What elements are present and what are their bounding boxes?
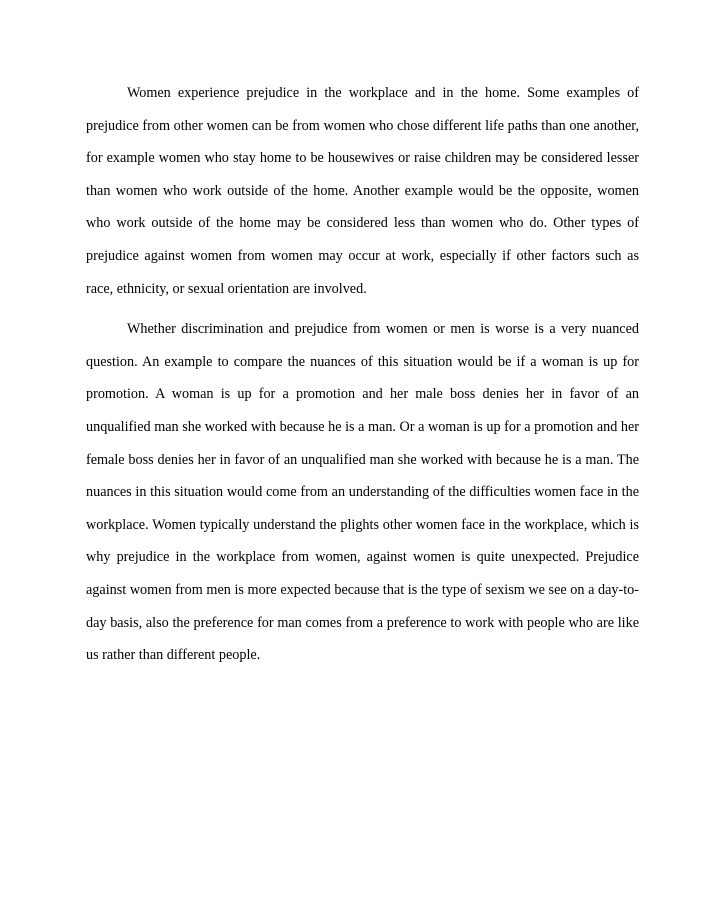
paragraph-1	[86, 79, 639, 307]
paragraph-line: prejudice from other women can be from women who chose different life paths than one another,	[86, 117, 639, 134]
paragraph-line: than women who work outside of the home. Another example would be the opposite, women	[86, 182, 639, 199]
paragraph-line: who work outside of the home may be considered less than women who do. Other types of	[86, 215, 639, 232]
paragraph-line: why prejudice in the workplace from women, against women is quite unexpected. Prejudice	[86, 549, 639, 566]
paragraph-line: us rather than different people.	[86, 647, 261, 664]
paragraph-line: Whether discrimination and prejudice from women or men is worse is a very nuanced	[127, 321, 639, 338]
paragraph-line: Women experience prejudice in the workplace and in the home. Some examples of	[127, 85, 639, 101]
paragraph-line: nuances in this situation would come from an understanding of the difficulties women face in the	[86, 484, 639, 501]
paragraph-line: question. An example to compare the nuances of this situation would be if a woman is up for	[86, 353, 639, 370]
paragraph-line: unqualified man she worked with because he is a man. Or a woman is up for a promotion and her	[86, 418, 639, 435]
paragraph-line: race, ethnicity, or sexual orientation are involved.	[86, 280, 367, 297]
document-body	[86, 79, 639, 674]
paragraph-line: female boss denies her in favor of an unqualified man she worked with because he is a man. The	[86, 451, 639, 468]
paragraph-line: day basis, also the preference for man comes from a preference to work with people who are like	[86, 614, 639, 631]
paragraph-2	[86, 315, 639, 674]
paragraph-line: workplace. Women typically understand the plights other women face in the workplace, which is	[86, 516, 639, 533]
paragraph-line: against women from men is more expected because that is the type of sexism we see on a day-to-	[86, 581, 639, 598]
paragraph-line: for example women who stay home to be housewives or raise children may be considered lesser	[86, 150, 639, 167]
paragraph-spacing	[86, 307, 639, 315]
paragraph-line: prejudice against women from women may occur at work, especially if other factors such as	[86, 247, 639, 264]
paragraph-line: promotion. A woman is up for a promotion and her male boss denies her in favor of an	[86, 386, 639, 403]
